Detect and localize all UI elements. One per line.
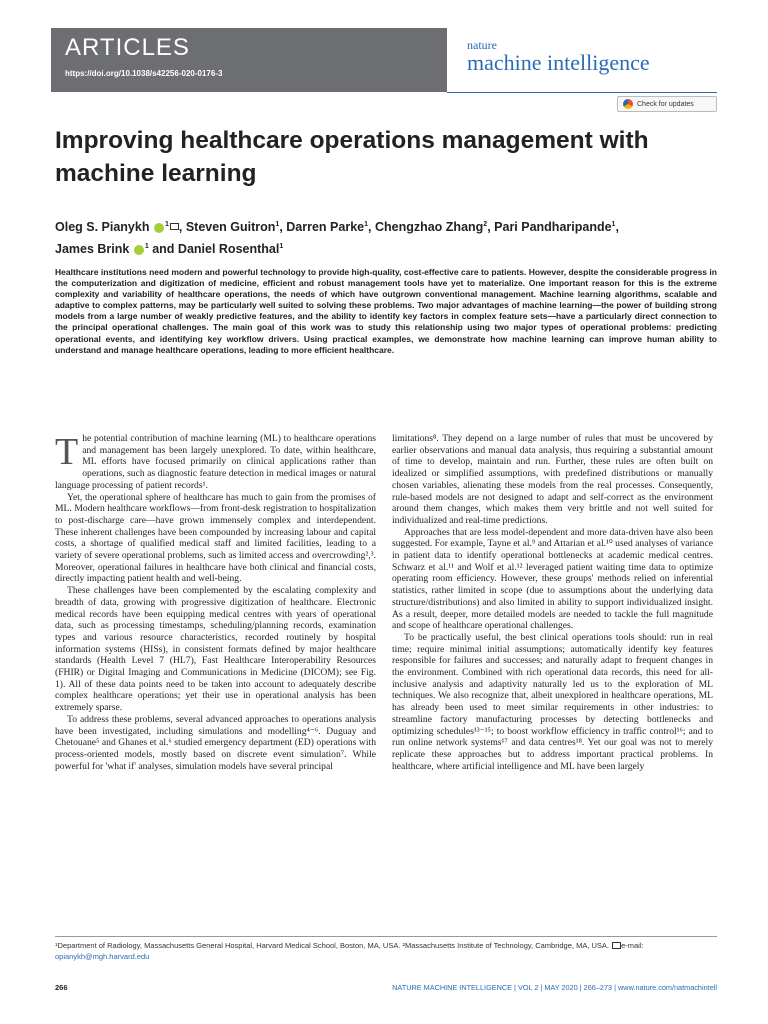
paragraph: Yet, the operational sphere of healthcare has much to gain from the promises of ML. Modern healthcare workflows—from front-desk registration to hospitalization to post-discharge care—have grown immensely complex and interdependent. These inherent challenges have been compounded by increasing labour and capital costs, a shortage of qualified medical staff and limited facilities, leading to a variety of severe operational problems, such as limited access and overcrowding²,³. Moreover, operational failures in healthcare have both clinical and financial costs, directly impacting patient health and well-being.: [55, 491, 376, 585]
paragraph: The potential contribution of machine learning (ML) to healthcare operations and management has been largely unexplored. To date, within healthcare, ML efforts have focused primarily on clinical applications rather than operations, such as diagnostic feature detection in medical images or natural language processing of patient records¹.: [55, 431, 376, 491]
check-for-updates-label: Check for updates: [637, 100, 694, 108]
author-name[interactable]: , Darren Parke: [279, 220, 365, 235]
footnote-rule: [55, 936, 717, 937]
journal-footer[interactable]: NATURE MACHINE INTELLIGENCE | VOL 2 | MAY 2020 | 266–273 | www.nature.com/natmachintell: [392, 983, 717, 992]
check-for-updates-button[interactable]: [617, 96, 717, 112]
paragraph: To address these problems, several advanced approaches to operations analysis have been investigated, including simulations and modelling⁴⁻⁶. Duguay and Chetouane⁵ and Ghanes et al.⁶ studied emergency department (ED) operations with process-oriented models, mostly based on discrete event simulation⁷. While powerful for 'what if' analyses, simulation models have several principal: [55, 713, 376, 772]
doi-link[interactable]: https://doi.org/10.1038/s42256-020-0176-3: [65, 69, 223, 78]
orcid-icon[interactable]: [134, 245, 144, 255]
email-link[interactable]: opianykh@mgh.harvard.edu: [55, 952, 150, 961]
footnotes: [55, 940, 717, 962]
affiliations: ¹Department of Radiology, Massachusetts General Hospital, Harvard Medical School, Boston, MA, USA. ²Massachusetts Institute of Technology, Cambridge, MA, USA.: [55, 941, 609, 950]
author-list: Oleg S. Pianykh $^1$ , Steven Guitron$^1$, Darren Parke$^1$, Chengzhao Zhang$^2$, Pari Pandharipande$^1$, James Brink $^1$ and Daniel Rosenthal$^1$: [55, 220, 619, 257]
header-rule: [447, 92, 717, 93]
body-column-left: [55, 433, 376, 772]
paragraph: limitations⁸. They depend on a large number of rules that must be uncovered by earlier observations and manual data analysis, thus requiring a substantial amount of time to develop, maintain and run. Further, these rules are often built on idealized or simplified assumptions, with predefined distributions or manually chosen variables, alienating these models from the real processes. Consequently, rule-based models are not designed to adapt and self-correct as the environment around them changes, which makes them very brittle and not well suited for individualized and real-time predictions.: [392, 433, 713, 526]
author-name[interactable]: and Daniel Rosenthal: [148, 242, 280, 257]
paragraph: These challenges have been complemented by the escalating complexity and breadth of data, growing with progressive digitization of healthcare. Electronic medical records have been equipping medical centres with years of operational data, such as processing timestamps, scheduling/planning records, examination types and various resource characteristics, recorded routinely by hospital information systems (HISs), in consistent formats defined by major healthcare standards (Health Level 7 (HL7), Fast Healthcare Interoperability Resources (FHIR) or Digital Imaging and Communications in Medicine (DICOM); see Fig. 1). All of these data points need to be taken into account to adequately describe complex healthcare operations; yet their use in operational analysis has been extremely sparse.: [55, 585, 376, 714]
orcid-icon[interactable]: [154, 223, 164, 233]
paragraph: To be practically useful, the best clinical operations tools should: run in real time; require minimal initial assumptions; automatically identify key features responsible for failures and successes; and naturally adapt to frequent changes in the environment. Combined with rich operational data records, this need for all-inclusive analysis and adaptivity naturally led us to the exploration of ML techniques. We also recognize that, albeit unexplored in healthcare operations, ML has already been used to meet similar requirements in other industries: to streamline factory manufacturing processes by detecting bottlenecks and optimizing schedules¹³⁻¹⁵; to boost workflow efficiency in traffic control¹⁶; and to run online network systems¹⁷ and data centres¹⁸. Yet our goal was not to merely replicate these approaches but to address important practical problems. In healthcare, where artificial intelligence and ML have been largely: [392, 631, 713, 772]
page-number: 266: [55, 983, 68, 992]
abstract: Healthcare institutions need modern and powerful technology to provide high-quality, cost-effective care to patients. However, despite the considerable progress in the computerization and digitization of medicine, efficient and robust management tools have yet to materialize. One important reason for this is the extreme complexity and variability of healthcare operations, the needs of which have outgrown conventional management. Machine learning algorithms, scalable and adaptive to complex patterns, may be particularly well suited to solving these problems. Two major advantages of machine learning—the power of building strong models from a large number of weakly predictive features, and the ability to identify key factors in complex feature sets—have a particularly direct connection to the principal operational challenges. The main goal of this work was to study this relationship using two major types of operational problems: predicting operational events, and identifying key workflow drivers. Using practical examples, we demonstrate how machine learning can improve human ability to understand and manage healthcare operations, leading to more efficient healthcare.: [55, 267, 717, 355]
email-icon[interactable]: [170, 223, 179, 230]
author-name[interactable]: , Chengzhao Zhang: [368, 220, 484, 235]
author-name[interactable]: , Steven Guitron: [178, 220, 276, 235]
section-label: ARTICLES: [65, 34, 190, 61]
journal-logo-name: machine intelligence: [467, 50, 650, 75]
body-column-right: [392, 433, 713, 772]
author-name[interactable]: James Brink: [55, 242, 130, 257]
paragraph: Approaches that are less model-dependent and more data-driven have also been suggested. For example, Tayne et al.⁹ and Attarian et al.¹⁰ used analyses of variance in patient data to identify operational bottlenecks at academic medical centres. Schwarz et al.¹¹ and Wolf et al.¹² leveraged patient waiting time data to optimize operating room efficiency. However, these groups' methods relied on inferential statistics, rather limited in scope (due to assumptions about the underlying data structure/distributions) and also limited in ability to support individualized insight. As a result, deeper, more detailed models are needed to tackle the full magnitude and scope of healthcare operational challenges.: [392, 526, 713, 632]
crossmark-icon: [623, 99, 633, 109]
article-title: Improving healthcare operations management with machine learning: [55, 127, 649, 187]
author-name[interactable]: Oleg S. Pianykh: [55, 220, 150, 235]
drop-cap: T: [55, 431, 79, 473]
author-name[interactable]: , Pari Pandharipande: [487, 220, 612, 235]
journal-logo-nature: nature: [467, 38, 497, 52]
email-label: e-mail:: [621, 941, 644, 950]
email-icon: [612, 942, 621, 949]
